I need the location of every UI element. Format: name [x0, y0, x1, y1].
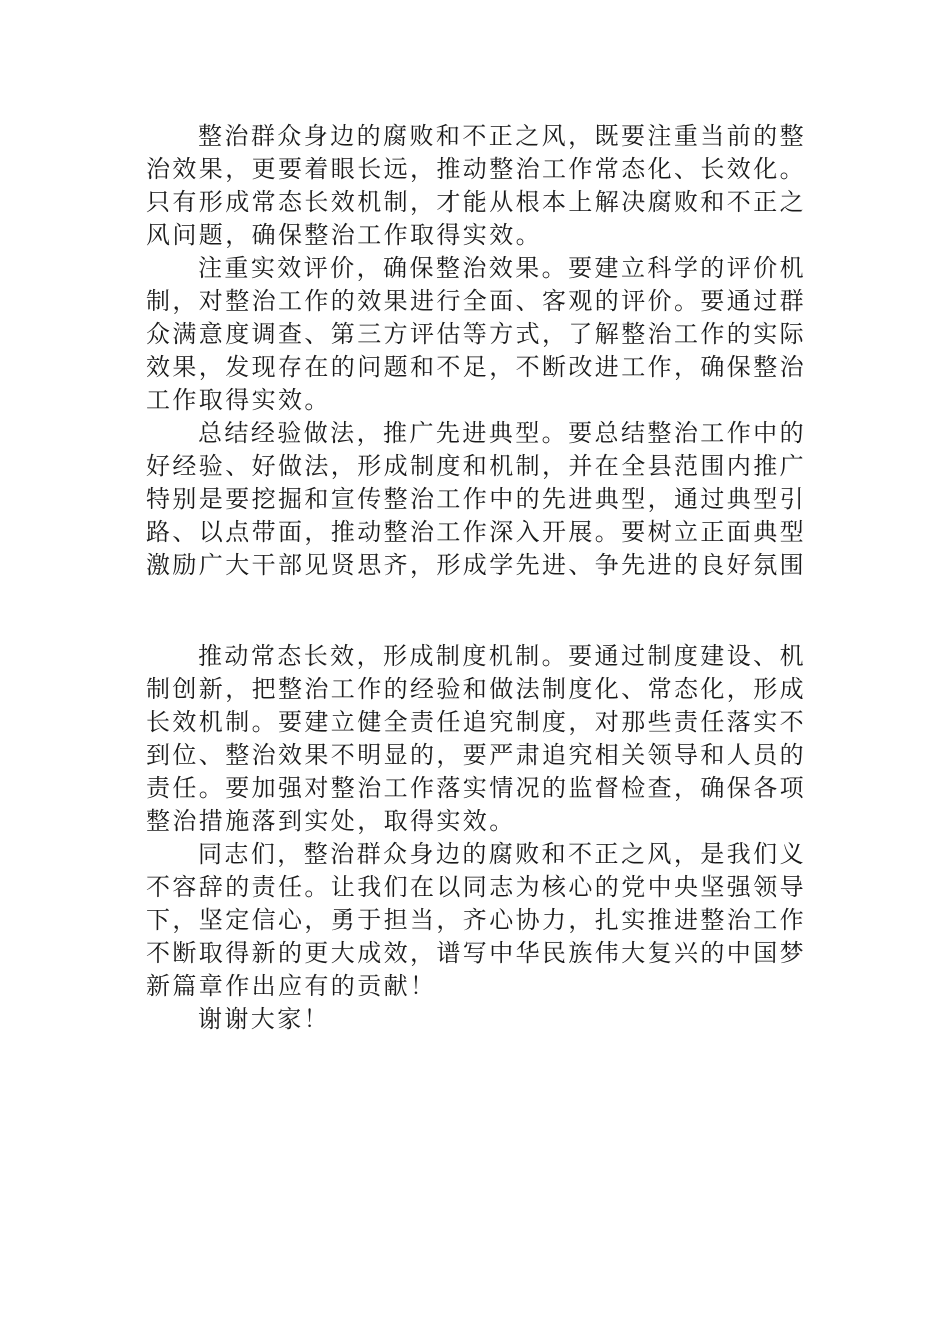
paragraph: 整治群众身边的腐败和不正之风，既要注重当前的整治效果，更要着眼长远，推动整治工作常态化、长效化。只有形成常态长效机制，才能从根本上解决腐败和不正之风问题，确保整治工作取得实效。	[146, 122, 806, 249]
closing-line: 谢谢大家！	[198, 1005, 330, 1033]
paragraph: 总结经验做法，推广先进典型。要总结整治工作中的好经验、好做法，形成制度和机制，并在全县范围内推广特别是要挖掘和宣传整治工作中的先进典型，通过典型引路、以点带面，推动整治工作深入开展。要树立正面典型激励广大干部见贤思齐，形成学先进、争先进的良好氛围	[146, 419, 806, 579]
text-block-upper	[146, 120, 806, 582]
text-block-lower	[146, 640, 806, 1036]
paragraph: 同志们，整治群众身边的腐败和不正之风，是我们义不容辞的责任。让我们在以同志为核心的党中央坚强领导下，坚定信心，勇于担当，齐心协力，扎实推进整治工作不断取得新的更大成效，谱写中华民族伟大复兴的中国梦新篇章作出应有的贡献！	[146, 840, 806, 1000]
paragraph: 推动常态长效，形成制度机制。要通过制度建设、机制创新，把整治工作的经验和做法制度化、常态化，形成长效机制。要建立健全责任追究制度，对那些责任落实不到位、整治效果不明显的，要严肃追究相关领导和人员的责任。要加强对整治工作落实情况的监督检查，确保各项整治措施落到实处，取得实效。	[146, 642, 806, 835]
paragraph: 注重实效评价，确保整治效果。要建立科学的评价机制，对整治工作的效果进行全面、客观的评价。要通过群众满意度调查、第三方评估等方式，了解整治工作的实际效果，发现存在的问题和不足，不断改进工作，确保整治工作取得实效。	[146, 254, 806, 414]
